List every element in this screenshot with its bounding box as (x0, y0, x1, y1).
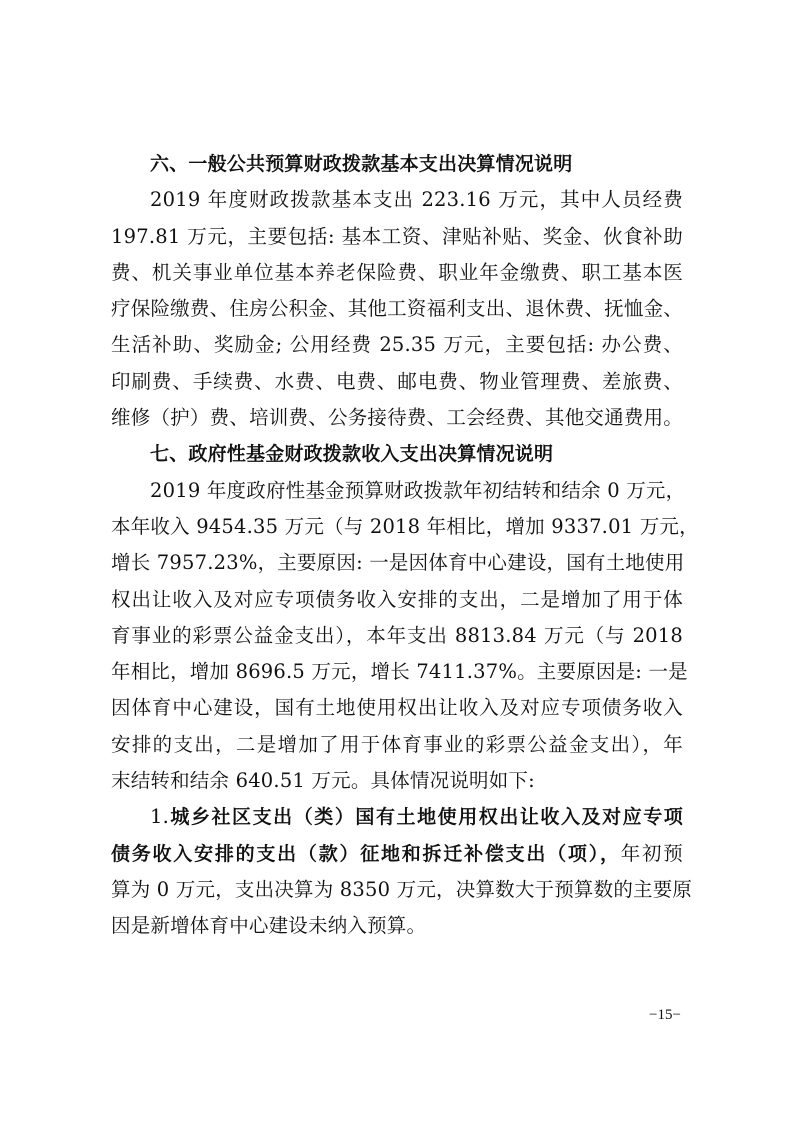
section-6-line: 2019 年度财政拨款基本支出 223.16 万元，其中人员经费 (150, 188, 683, 212)
section-6-line: 费、机关事业单位基本养老保险费、职业年金缴费、职工基本医 (111, 260, 683, 284)
section-7-line: 年相比，增加 8696.5 万元，增长 7411.37%。主要原因是: 一是 (111, 660, 688, 684)
section-6-line: 197.81 万元，主要包括: 基本工资、津贴补贴、奖金、伙食补助 (111, 224, 683, 248)
section-7-line: 权出让收入及对应专项债务收入安排的支出，二是增加了用于体 (111, 587, 683, 611)
item-1-bold-title: 城乡社区支出（类）国有土地使用权出让收入及对应专项 (169, 806, 683, 829)
section-6-line: 疗保险缴费、住房公积金、其他工资福利支出、退休费、抚恤金、 (111, 297, 683, 321)
section-7-line: 2019 年度政府性基金预算财政拨款年初结转和结余 0 万元， (150, 478, 686, 502)
section-6-line: 生活补助、奖励金; 公用经费 25.35 万元，主要包括: 办公费、 (111, 333, 683, 357)
page-number: −15− (649, 1007, 681, 1023)
section-6-heading: 六、一般公共预算财政拨款基本支出决算情况说明 (150, 153, 573, 175)
item-1-line (111, 836, 683, 872)
item-1-text: 年初预 (620, 841, 683, 865)
item-1-line: 因是新增体育中心建设未纳入预算。 (111, 914, 427, 938)
body-text (111, 146, 699, 945)
item-1-bold-title-cont: 债务收入安排的支出（款）征地和拆迁补偿支出（项）， (111, 842, 621, 865)
item-1-line (111, 799, 683, 835)
item-1-line: 算为 0 万元，支出决算为 8350 万元，决算数大于预算数的主要原 (111, 877, 693, 901)
section-7-line: 本年收入 9454.35 万元（与 2018 年相比，增加 9337.01 万元， (111, 514, 699, 538)
section-7-line: 育事业的彩票公益金支出），本年支出 8813.84 万元（与 2018 (111, 623, 683, 647)
section-7-line: 末结转和结余 640.51 万元。具体情况说明如下: (111, 769, 535, 793)
section-7-heading: 七、政府性基金财政拨款收入支出决算情况说明 (150, 443, 554, 466)
section-6-line: 印刷费、手续费、水费、电费、邮电费、物业管理费、差旅费、 (111, 369, 683, 393)
item-1-number: 1. (150, 805, 170, 829)
section-7-line: 增长 7957.23%，主要原因: 一是因体育中心建设，国有土地使用 (111, 551, 685, 575)
section-6-line: 维修（护）费、培训费、公务接待费、工会经费、其他交通费用。 (111, 406, 683, 430)
section-7-line: 因体育中心建设，国有土地使用权出让收入及对应专项债务收入 (111, 696, 683, 720)
section-7-line: 安排的支出，二是增加了用于体育事业的彩票公益金支出），年 (111, 732, 683, 756)
